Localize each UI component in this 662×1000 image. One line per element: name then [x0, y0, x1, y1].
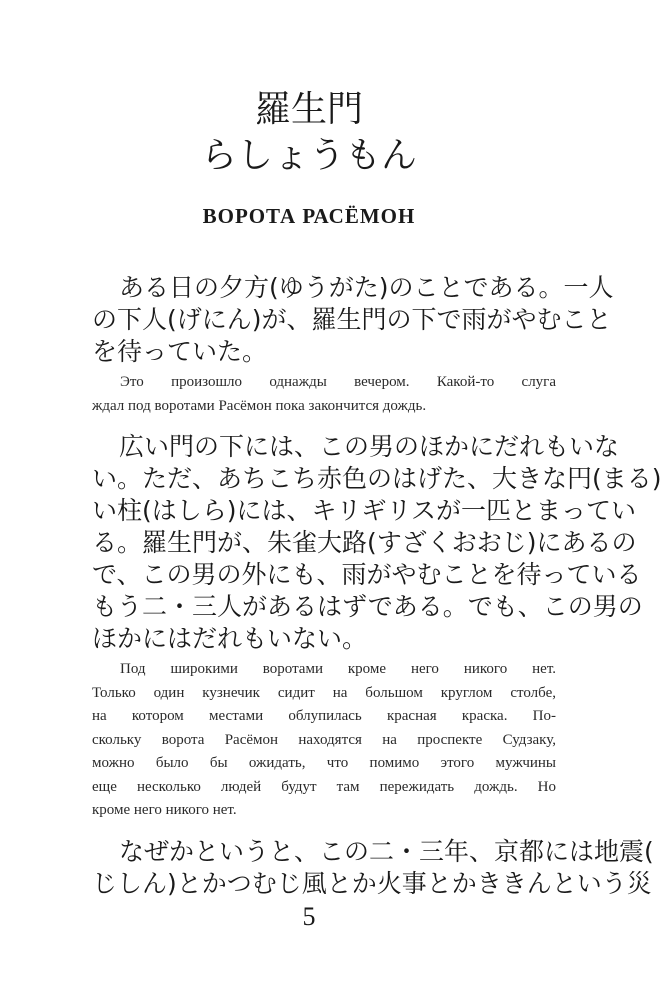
- title-kana: らしょうもん: [200, 135, 417, 176]
- body-text: [92, 272, 662, 900]
- text-line: кроме него никого нет.: [92, 802, 237, 818]
- text-line: ほかにはだれもいない。: [92, 624, 368, 653]
- text-line: еще несколько людей будут там пережидать дождь. Но: [92, 778, 556, 795]
- paragraph-2-japanese: [92, 431, 662, 655]
- text-line: の下人(げにん)が、羅生門の下で雨がやむこと: [92, 305, 612, 334]
- text-line: Под широкими воротами кроме него никого нет.: [120, 661, 556, 677]
- text-line: で、この男の外にも、雨がやむことを待っている: [92, 560, 642, 589]
- text-line: 広い門の下には、この男のほかにだれもいな: [119, 432, 620, 461]
- text-line: い柱(はしら)には、キリギリスが一匹とまってい: [92, 496, 637, 525]
- page-number: 5: [302, 902, 316, 931]
- text-line: Только один кузнечик сидит на большом круглом столбе,: [92, 684, 556, 701]
- paragraph-1-japanese: [92, 272, 614, 368]
- text-line: じしん)とかつむじ風とか火事とかききんという災: [92, 868, 652, 898]
- text-line: ждал под воротами Расёмон пока закончится дождь.: [92, 397, 427, 414]
- text-line: もう二・三人があるはずである。でも、この男の: [92, 592, 643, 621]
- paragraph-3-japanese: [92, 836, 654, 900]
- text-line: Это произошло однажды вечером. Какой-то слуга: [120, 374, 556, 390]
- text-line: なぜかというと、この二・三年、京都には地震(: [119, 836, 654, 866]
- text-line: を待っていた。: [92, 337, 268, 366]
- text-line: い。ただ、あちこち赤色のはげた、大きな円(まる): [92, 464, 662, 493]
- text-line: ある日の夕方(ゆうがた)のことである。一人: [119, 273, 614, 302]
- text-line: る。羅生門が、朱雀大路(すざくおおじ)にあるの: [92, 528, 637, 557]
- chapter-heading: ВОРОТА РАСЁМОН: [202, 204, 416, 228]
- text-line: скольку ворота Расёмон находятся на проспекте Судзаку,: [92, 731, 556, 748]
- text-line: можно было бы ожидать, что помимо этого мужчины: [92, 755, 556, 771]
- paragraph-1-russian: [92, 371, 556, 418]
- text-line: на котором местами облупилась красная краска. По-: [92, 708, 556, 724]
- paragraph-2-russian: [92, 658, 556, 823]
- title-kanji: 羅生門: [254, 89, 363, 130]
